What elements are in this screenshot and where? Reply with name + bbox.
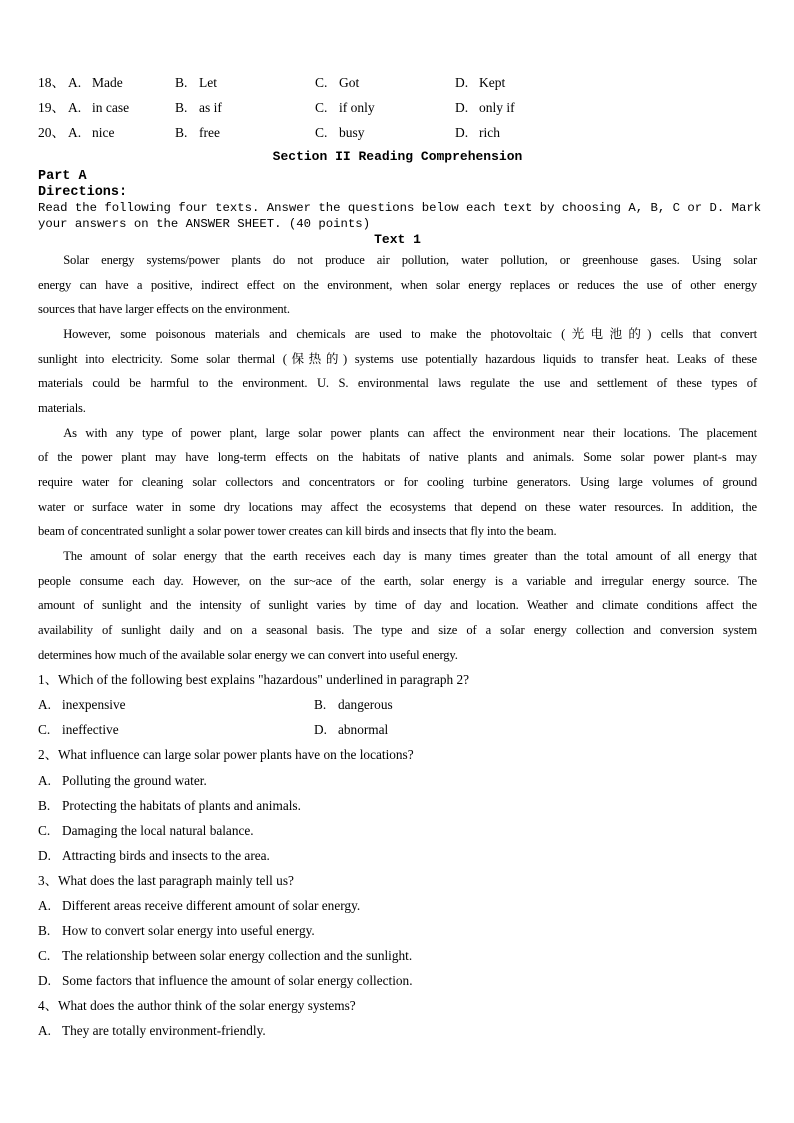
option-label: C.	[38, 822, 51, 838]
cloze-cell	[455, 95, 757, 120]
passage-line: beam of concentrated sunlight a solar power tower creates can kill birds and insects that fly into the beam.	[38, 524, 557, 539]
option-text: free	[199, 125, 220, 140]
cloze-options-block	[38, 70, 757, 145]
option-d	[38, 843, 757, 868]
option-label: A.	[68, 100, 82, 115]
option-label: D.	[455, 100, 469, 115]
option-b	[314, 692, 757, 717]
option-text: Let	[199, 75, 217, 90]
option-text: rich	[479, 125, 500, 140]
passage-line: of the power plant may have long-term effects on the habitats of native plants and animals. Some solar power plant-s may	[38, 450, 757, 465]
option-c	[38, 943, 757, 968]
question-text: What does the last paragraph mainly tell us?	[57, 872, 294, 888]
part-a-label: Part A	[38, 169, 87, 184]
option-label: D.	[314, 722, 327, 738]
option-text: if only	[339, 100, 375, 115]
question-number: 1、	[38, 672, 58, 688]
option-d	[38, 968, 757, 993]
passage-line: require water for cleaning solar collectors and concentrators or for cooling turbine generators. Using large volumes of ground	[38, 474, 757, 489]
question-number: 4、	[38, 998, 58, 1014]
cloze-row-20	[38, 120, 757, 145]
cloze-row-19	[38, 95, 757, 120]
option-text: Made	[92, 75, 123, 90]
passage-text1	[38, 248, 757, 667]
passage-line: As with any type of power plant, large solar power plants can affect the environment near their locations. The placement	[63, 425, 757, 440]
question-3	[38, 868, 757, 993]
option-label: C.	[38, 948, 51, 964]
option-label: D.	[38, 973, 51, 989]
option-text: only if	[479, 100, 515, 115]
option-label: D.	[455, 125, 469, 140]
question-stem	[38, 667, 757, 692]
option-label: C.	[315, 100, 328, 115]
option-c	[38, 818, 757, 843]
option-label: A.	[38, 1023, 51, 1039]
option-text: The relationship between solar energy collection and the sunlight.	[62, 948, 413, 964]
option-label: A.	[38, 697, 51, 713]
passage-line: The amount of solar energy that the earth receives each day is many times greater than the total amount of all energy that	[63, 548, 757, 563]
cloze-cell	[455, 120, 757, 145]
question-text: What influence can large solar power plants have on the locations?	[57, 747, 414, 763]
cloze-row-18	[38, 70, 757, 95]
cloze-cell	[315, 70, 455, 95]
option-row	[38, 692, 757, 717]
option-label: A.	[68, 75, 82, 90]
passage-line: determines how much of the available solar energy we can convert into useful energy.	[38, 647, 458, 662]
passage-line: However, some poisonous materials and chemicals are used to make the photovoltaic (光电池的) cells that convert	[63, 326, 757, 341]
directions-text-line: Read the following four texts. Answer the questions below each text by choosing A, B, C or D. Mark	[38, 201, 762, 215]
option-a	[38, 768, 757, 793]
option-text: as if	[199, 100, 222, 115]
option-text: dangerous	[338, 697, 393, 713]
option-text: Damaging the local natural balance.	[62, 822, 254, 838]
option-text: Attracting birds and insects to the area.	[62, 847, 270, 863]
option-a	[38, 692, 314, 717]
question-number: 18、	[38, 75, 65, 90]
option-text: Polluting the ground water.	[62, 772, 207, 788]
cloze-cell	[455, 70, 757, 95]
option-label: B.	[175, 125, 188, 140]
option-b	[38, 793, 757, 818]
questions-block	[38, 667, 757, 1043]
paragraph-4	[38, 544, 757, 667]
option-label: A.	[38, 898, 51, 913]
option-label: B.	[175, 75, 188, 90]
cloze-cell	[175, 95, 315, 120]
option-text: Different areas receive different amount of solar energy.	[62, 898, 361, 913]
option-text: They are totally environment-friendly.	[62, 1023, 266, 1039]
paragraph-1	[38, 248, 757, 322]
option-a	[38, 1018, 757, 1043]
question-number: 20、	[38, 125, 65, 140]
cloze-cell	[175, 120, 315, 145]
option-label: D.	[455, 75, 469, 90]
option-text: Kept	[479, 75, 506, 90]
option-label: C.	[315, 125, 328, 140]
cloze-cell	[38, 95, 175, 120]
option-text: Protecting the habitats of plants and animals.	[62, 797, 301, 813]
option-text: Got	[339, 75, 360, 90]
question-stem	[38, 868, 757, 893]
passage-line: amount of sunlight and the intensity of sunlight varies by time of day and location. Weather and climate conditions affect the	[38, 598, 757, 613]
option-text: inexpensive	[62, 697, 126, 713]
passage-line: energy can have a positive, indirect effect on the environment, when solar energy replaces or reduces the use of other energy	[38, 277, 757, 292]
question-stem	[38, 993, 757, 1018]
cloze-cell	[175, 70, 315, 95]
option-text: abnormal	[338, 722, 389, 738]
option-text: busy	[339, 125, 365, 140]
question-text: Which of the following best explains "hazardous" underlined in paragraph 2?	[57, 672, 470, 688]
passage-line: materials could be harmful to the environment. U. S. environmental laws regulate the use and settlement of these types of	[38, 376, 757, 391]
question-2	[38, 742, 757, 867]
question-number: 3、	[38, 872, 58, 888]
question-stem	[38, 742, 757, 767]
option-a	[38, 893, 757, 918]
passage-line: availability of sunlight daily and on a seasonal basis. The type and size of a soIar energy collection and conversion system	[38, 622, 757, 637]
question-4	[38, 993, 757, 1043]
directions-text-line: your answers on the ANSWER SHEET. (40 points)	[38, 216, 371, 231]
option-label: B.	[38, 797, 51, 813]
section-title: Section II Reading Comprehension	[272, 149, 523, 164]
text1-title: Text 1	[374, 232, 421, 247]
option-text: nice	[92, 125, 115, 140]
question-text: What does the author think of the solar energy systems?	[57, 998, 356, 1014]
option-label: B.	[175, 100, 188, 115]
passage-line: materials.	[38, 400, 86, 415]
passage-line: people consume each day. However, on the sur~ace of the earth, solar energy is a variable and irregular energy source. The	[38, 573, 757, 588]
option-text: in case	[92, 100, 130, 115]
option-c	[38, 717, 314, 742]
question-1	[38, 667, 757, 742]
option-text: How to convert solar energy into useful energy.	[62, 923, 315, 939]
option-label: B.	[38, 923, 51, 939]
passage-line: water or surface water in some dry locations may affect the ecosystems that depend on these water resources. In addition, the	[38, 499, 757, 514]
question-number: 2、	[38, 747, 58, 763]
option-label: B.	[314, 697, 327, 713]
passage-line: sunlight into electricity. Some solar thermal (保热的) systems use potentially hazardous liquids to transfer heat. Leaks of these	[38, 351, 757, 366]
cloze-cell	[315, 95, 455, 120]
passage-line: Solar energy systems/power plants do not produce air pollution, water pollution, or greenhouse gases. Using solar	[63, 253, 757, 267]
cloze-cell	[315, 120, 455, 145]
option-label: D.	[38, 847, 51, 863]
option-label: A.	[38, 772, 51, 788]
option-row	[38, 717, 757, 742]
option-d	[314, 717, 757, 742]
cloze-cell	[38, 70, 175, 95]
paragraph-3	[38, 421, 757, 544]
directions-label: Directions:	[38, 185, 128, 200]
option-label: C.	[315, 75, 328, 90]
option-text: Some factors that influence the amount of solar energy collection.	[62, 973, 413, 989]
paragraph-2	[38, 322, 757, 421]
option-text: ineffective	[62, 722, 119, 738]
option-b	[38, 918, 757, 943]
cloze-cell	[38, 120, 175, 145]
question-number: 19、	[38, 100, 65, 115]
option-label: C.	[38, 722, 51, 738]
option-label: A.	[68, 125, 82, 140]
passage-line: sources that have larger effects on the environment.	[38, 302, 290, 317]
